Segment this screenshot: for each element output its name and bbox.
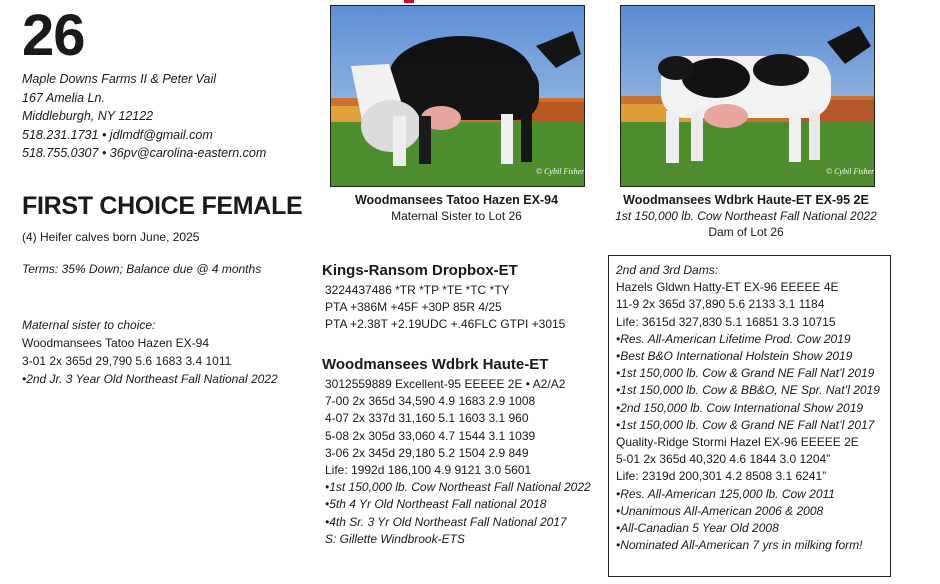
heifer-calves-note: (4) Heifer calves born June, 2025 [22,230,200,244]
caption-hazen [330,192,583,224]
lot-number: 26 [22,3,85,68]
third-dam-lifetime: Life: 2319d 200,301 4.2 8508 3.1 6241” [616,469,827,484]
second-dam-award: •Best B&O International Holstein Show 2019 [616,349,853,364]
dam-record: 7-00 2x 365d 34,590 4.9 1683 2.9 1008 [325,394,536,409]
maternal-sister-heading: Maternal sister to choice: [22,318,156,332]
sire-line: PTA +2.38T +2.19UDC +.46FLC GTPI +3015 [325,317,566,331]
cow-photo-haute [621,6,874,186]
third-dam-name: Quality-Ridge Stormi Hazel EX-96 EEEEE 2E [616,435,859,450]
dam-award: •1st 150,000 lb. Cow Northeast Fall National 2022 [325,480,591,495]
maternal-sister-name: Woodmansees Tatoo Hazen EX-94 [22,336,210,350]
caption-haute-sub2: Dam of Lot 26 [708,225,784,239]
sire-line: PTA +386M +45F +30P 85R 4/25 [325,300,502,314]
dam-line: 3012559889 Excellent-95 EEEEE 2E • A2/A2 [325,377,566,391]
caption-haute-name: Woodmansees Wdbrk Haute-ET EX-95 2E [623,193,869,207]
dam-name: Woodmansees Wdbrk Haute-ET [322,356,549,373]
dam-record: 3-06 2x 345d 29,180 5.2 1504 2.9 849 [325,445,529,460]
caption-hazen-sub: Maternal Sister to Lot 26 [391,209,522,223]
dams-box [616,262,880,554]
dams-box-heading: 2nd and 3rd Dams: [616,263,719,277]
second-dam-award: •1st 150,000 lb. Cow & Grand NE Fall Nat’l 2019 [616,366,875,381]
sire-line: 3224437486 *TR *TP *TE *TC *TY [325,283,510,297]
consignor-street: 167 Amelia Ln. [22,90,105,105]
maternal-sister-record: 3-01 2x 365d 29,790 5.6 1683 3.4 1011 [22,354,232,368]
photo-haute [620,5,875,187]
consignor-contact-1: 518.231.1731 • jdlmdf@gmail.com [22,127,213,142]
dam-award: •5th 4 Yr Old Northeast Fall national 2018 [325,497,547,512]
consignor-city: Middleburgh, NY 12122 [22,109,154,123]
offering-title: FIRST CHOICE FEMALE [22,192,303,220]
sire-name: Kings-Ransom Dropbox-ET [322,262,518,279]
third-dam-award: •Nominated All-American 7 yrs in milking form! [616,538,863,553]
dam-lifetime: Life: 1992d 186,100 4.9 9121 3.0 5601 [325,463,532,478]
second-dam-award: •Res. All-American Lifetime Prod. Cow 2019 [616,331,851,346]
dam-record: 4-07 2x 337d 31,160 5.1 1603 3.1 960 [325,411,529,426]
maternal-sister-award: •2nd Jr. 3 Year Old Northeast Fall National 2022 [22,372,278,386]
caption-haute-sub1: 1st 150,000 lb. Cow Northeast Fall National 2022 [615,209,877,223]
top-red-mark [404,0,414,3]
maternal-sister-block [22,316,278,388]
photo-signature: © Cybil Fisher [826,167,874,176]
third-dam-award: •Res. All-American 125,000 lb. Cow 2011 [616,486,835,501]
consignor-contact-2: 518.755.0307 • 36pv@carolina-eastern.com [22,146,267,160]
payment-terms: Terms: 35% Down; Balance due @ 4 months [22,262,262,276]
second-dam-record: 11-9 2x 365d 37,890 5.6 2133 3.1 1184 [616,297,825,312]
third-dam-award: •Unanimous All-American 2006 & 2008 [616,503,824,518]
third-dam-award: •All-Canadian 5 Year Old 2008 [616,521,779,536]
dam-sire: S: Gillette Windbrook-ETS [325,531,465,546]
caption-haute [596,192,896,240]
second-dam-award: •1st 150,000 lb. Cow & Grand NE Fall Nat’l 2017 [616,417,875,432]
third-dam-record: 5-01 2x 365d 40,320 4.6 1844 3.0 1204” [616,452,831,467]
sire-block [325,282,565,333]
consignor-name: Maple Downs Farms II & Peter Vail [22,72,217,86]
dam-award: •4th Sr. 3 Yr Old Northeast Fall National 2017 [325,514,567,529]
second-dam-lifetime: Life: 3615d 327,830 5.1 16851 3.3 10715 [616,314,836,329]
caption-hazen-name: Woodmansees Tatoo Hazen EX-94 [354,193,559,207]
dam-block [325,376,591,548]
dam-record: 5-08 2x 305d 33,060 4.7 1544 3.1 1039 [325,428,536,443]
consignor-block [22,70,266,163]
photo-signature: © Cybil Fisher [536,167,584,176]
second-dam-award: •1st 150,000 lb. Cow & BB&O, NE Spr. Nat’l 2019 [616,383,880,398]
second-dam-award: •2nd 150,000 lb. Cow International Show 2019 [616,400,864,415]
photo-hazen [330,5,585,187]
second-dam-name: Hazels Gldwn Hatty-ET EX-96 EEEEE 4E [616,280,839,295]
cow-photo-hazen [331,6,584,186]
